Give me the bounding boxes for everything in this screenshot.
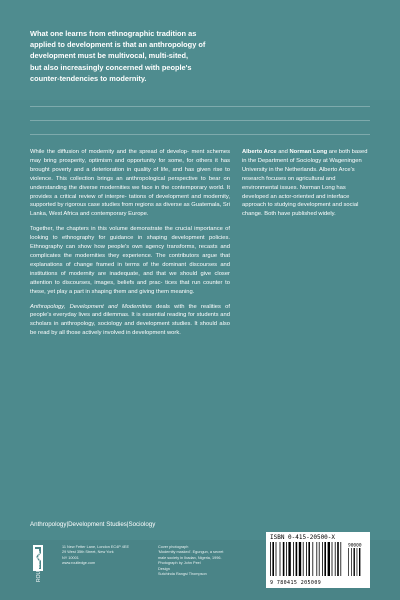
- barcode-bar: [288, 542, 290, 576]
- barcode-addon-bar: [357, 548, 358, 576]
- author-bio: Alberto Arce and Norman Long are both based in the Department of Sociology at Wageningen University in the Netherlands. Alberto Arce's research focuses on agricultural and environmental issues. Norman Long has developed an actor-oriented and interface approach to studying development and social change. Both have published widely.: [242, 149, 368, 218]
- blurb-line: applied to development is that an anthropology of: [30, 40, 206, 50]
- barcode-bar: [286, 542, 287, 576]
- book-description: [30, 148, 230, 344]
- blurb-line: What one learns from ethnographic tradition as: [30, 29, 197, 38]
- publisher-address: 11 New Fetter Lane, London EC4P 4EE 29 West 35th Street, New York NY 10001 www.routledge.com: [62, 545, 129, 566]
- barcode-addon-bar: [354, 548, 355, 576]
- barcode-bar: [276, 542, 277, 576]
- barcode-bar: [270, 542, 271, 576]
- barcode-bar: [340, 542, 341, 576]
- barcode-addon-bar: [351, 548, 352, 576]
- publisher-logo-text: ROUTLEDGE: [36, 550, 42, 582]
- barcode-bar: [319, 542, 320, 576]
- barcode-bar: [324, 542, 326, 576]
- book-title-italic: Anthropology, Development and Modernities: [30, 303, 152, 310]
- description-paragraph-2: Together, the chapters in this volume demonstrate the crucial importance of looking to ethnography for guidance in shaping development policies. Ethnography can show how people's own agency transforms, recasts and complicates the modernities they experience. The contributors argue that explanations of change framed in terms of the dominant discourses and institutions of modernity are inadequate, and that we should give closer attention to discourses, images, beliefs and prac- tices that run counter to these, yet play a part in shaping them and giving them meaning.: [30, 226, 230, 295]
- barcode-bar: [335, 542, 336, 576]
- cover-credit: Cover photograph 'Modernity masked'. Egungun, a secret male society in Ibadan, Nigeria, 1996. Photograph by John Peel Design Sutchinda Rangsi Thompson: [158, 545, 224, 577]
- divider: [30, 134, 370, 135]
- blurb-quote: [30, 28, 262, 84]
- barcode-bar: [296, 542, 298, 576]
- barcode-bar: [280, 542, 281, 576]
- divider: [30, 106, 370, 107]
- barcode-bar: [332, 542, 333, 576]
- barcode-bar: [316, 542, 317, 576]
- isbn-text: ISBN 0-415-20500-X: [270, 534, 336, 541]
- publisher-logo: [32, 545, 60, 583]
- isbn-barcode: [266, 532, 370, 588]
- barcode-addon-bar: [359, 548, 360, 576]
- blurb-line: development must be multivocal, multi-sited,: [30, 51, 189, 61]
- description-paragraph-1: While the diffusion of modernity and the spread of develop- ment schemes may bring prosperity, optimism and opportunity for some, for others it has brought poverty and a deterioration in quality of life, and has given rise to violence. This collection brings an anthropological perspective to bear on understanding the diverse modernities we face in the contemporary world. It provides a critical review of interpre- tations of development and modernity, supported by rigorous case studies from regions as diverse as Guatemala, Sri Lanka, West Africa and contemporary Europe.: [30, 149, 230, 218]
- barcode-bar: [328, 542, 330, 576]
- barcode-addon-bar: [348, 548, 349, 576]
- divider: [30, 120, 370, 121]
- barcode-bar: [306, 542, 307, 576]
- barcode-bar: [299, 542, 301, 576]
- barcode-bar: [312, 542, 313, 576]
- barcode-bar: [293, 542, 294, 576]
- subject-categories: Anthropology|Development Studies|Sociology: [30, 521, 156, 528]
- author-name: Alberto Arce: [242, 149, 277, 155]
- barcode-digits: 9 780415 205009: [270, 580, 322, 586]
- description-paragraph-3: Anthropology, Development and Modernities deals with the realities of people's everyday lives and dilemmas. It is essential reading for students and scholars in anthropology, sociology and development studies. It should also be read by all those actively involved in development work.: [30, 303, 230, 337]
- barcode-bar: [283, 542, 285, 576]
- barcode-bar: [303, 542, 304, 576]
- author-name: Norman Long: [289, 149, 328, 155]
- barcode-bar: [308, 542, 310, 576]
- barcode-bar: [322, 542, 323, 576]
- decorative-rules: [30, 106, 370, 146]
- barcode-bar: [272, 542, 274, 576]
- blurb-line: counter-tendencies to modernity.: [30, 73, 147, 83]
- barcode-bars: [270, 542, 366, 580]
- barcode-bar: [337, 542, 339, 576]
- blurb-line: but also increasingly concerned with people's: [30, 62, 192, 72]
- barcode-addon-text: 90000: [348, 543, 362, 549]
